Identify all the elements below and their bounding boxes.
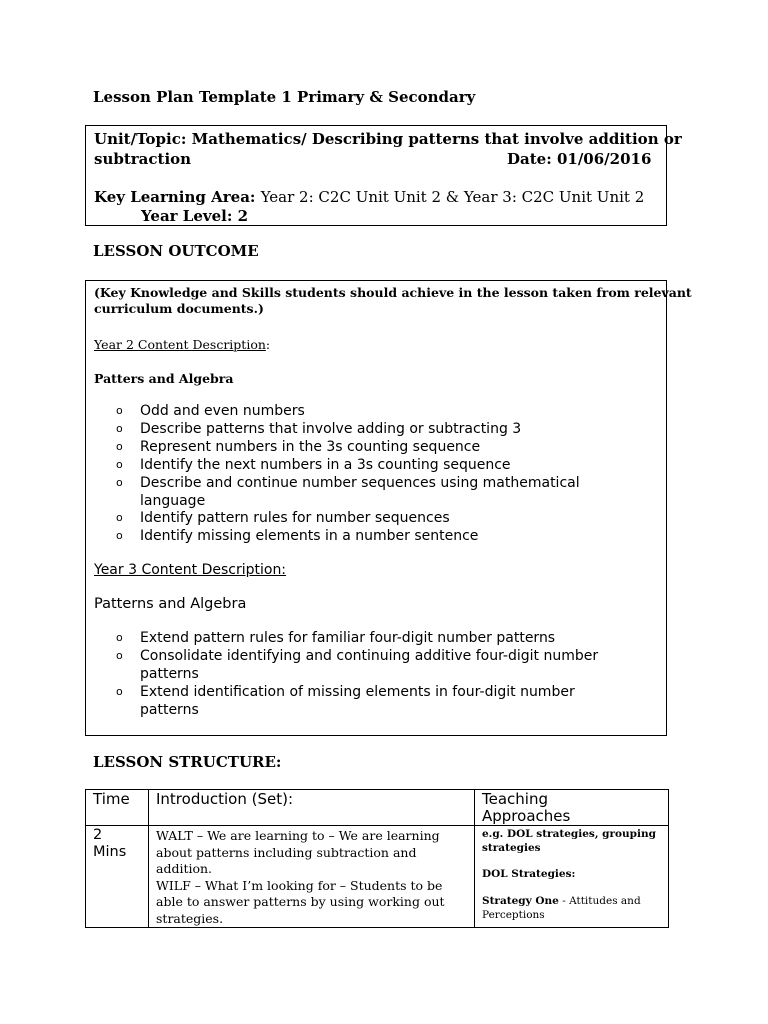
year2-heading-text: Year 2 Content Description: [94, 337, 266, 352]
year3-item-text: patterns: [140, 702, 199, 718]
year2-item-text: Identify missing elements in a number sentence: [140, 528, 479, 544]
year3-item-text: Extend pattern rules for familiar four-digit number patterns: [140, 630, 556, 646]
strategy-one: [482, 894, 668, 908]
year2-strand: Patters and Algebra: [94, 371, 234, 386]
lesson-structure-heading: LESSON STRUCTURE:: [93, 753, 282, 771]
year3-item-text: Extend identification of missing elements in four-digit number: [140, 684, 575, 700]
strategy-one-label: Strategy One: [482, 895, 559, 907]
bullet-icon: o: [116, 649, 123, 662]
year2-heading-colon: :: [265, 337, 271, 352]
bullet-icon: o: [116, 476, 123, 489]
document-title: Lesson Plan Template 1 Primary & Secondary: [93, 88, 476, 106]
bullet-icon: o: [116, 631, 123, 644]
bullet-icon: o: [116, 511, 123, 524]
lesson-outcome-box: [85, 280, 692, 736]
header-introduction-text: Introduction (Set):: [156, 790, 293, 808]
year2-item-text: Describe and continue number sequences using mathematical: [140, 475, 580, 491]
row-teaching-approaches: [475, 826, 669, 928]
bullet-icon: o: [116, 404, 123, 417]
bullet-icon: o: [116, 458, 123, 471]
year3-heading: Year 3 Content Description:: [94, 562, 287, 578]
unit-topic-line-1: [94, 130, 682, 148]
key-learning-area: [94, 188, 644, 206]
lesson-date: Date: 01/06/2016: [507, 150, 652, 168]
intro-line: about patterns including subtraction and addition.: [156, 844, 417, 876]
kla-label: Key Learning Area:: [94, 188, 256, 206]
bullet-icon: o: [116, 685, 123, 698]
header-time: [86, 790, 149, 826]
kla-value: Year 2: C2C Unit Unit 2 & Year 3: C2C Unit Unit 2: [260, 188, 645, 206]
year2-item-text: Identify pattern rules for number sequences: [140, 510, 450, 526]
header-teaching-approaches: [475, 790, 669, 826]
outcome-note-1: (Key Knowledge and Skills students should achieve in the lesson taken from relevant: [94, 285, 692, 300]
year2-item-text: Represent numbers in the 3s counting sequence: [140, 439, 481, 455]
dol-strategies-label: DOL Strategies:: [482, 868, 576, 880]
unit-topic-value-1: Mathematics/ Describing patterns that involve addition or: [191, 130, 682, 148]
header-introduction: [149, 790, 475, 826]
header-teaching-text-2: Approaches: [482, 807, 571, 825]
row-time-number: 2: [93, 827, 103, 843]
lesson-structure-table: [85, 789, 669, 928]
year2-item-text: Odd and even numbers: [140, 403, 305, 419]
row-time: [86, 826, 149, 928]
header-time-text: Time: [93, 790, 130, 808]
row-time-unit: Mins: [93, 844, 127, 860]
strategy-one-text-2: Perceptions: [482, 909, 545, 921]
row-introduction: [149, 826, 475, 928]
bullet-icon: o: [116, 440, 123, 453]
teaching-example-2: strategies: [482, 842, 541, 854]
year3-item-text: patterns: [140, 666, 199, 682]
unit-topic-label: Unit/Topic:: [94, 130, 187, 148]
unit-topic-value-2: subtraction: [94, 150, 192, 168]
year2-item-text: Identify the next numbers in a 3s counting sequence: [140, 457, 511, 473]
year-level: Year Level: 2: [141, 207, 249, 225]
intro-line: WALT – We are learning to – We are learning: [156, 828, 440, 843]
year2-item-text: language: [140, 493, 206, 509]
table-header-row: [86, 790, 669, 826]
bullet-icon: o: [116, 422, 123, 435]
unit-topic-box: [85, 125, 682, 226]
header-teaching-text-1: Teaching: [482, 790, 548, 808]
year2-heading: [94, 337, 270, 352]
year2-item-text: Describe patterns that involve adding or subtracting 3: [140, 421, 522, 437]
outcome-note-2: curriculum documents.): [94, 301, 264, 316]
table-row: [86, 826, 669, 928]
year3-item-text: Consolidate identifying and continuing additive four-digit number: [140, 648, 599, 664]
intro-line: able to answer patterns by using working out: [156, 894, 445, 909]
intro-line: strategies.: [156, 910, 224, 926]
bullet-icon: o: [116, 529, 123, 542]
strategy-one-text: - Attitudes and: [558, 895, 641, 907]
lesson-outcome-heading: LESSON OUTCOME: [93, 242, 259, 260]
intro-line: WILF – What I’m looking for – Students to be: [156, 877, 443, 893]
teaching-example-1: e.g. DOL strategies, grouping: [482, 828, 656, 840]
year3-strand: Patterns and Algebra: [94, 596, 247, 612]
